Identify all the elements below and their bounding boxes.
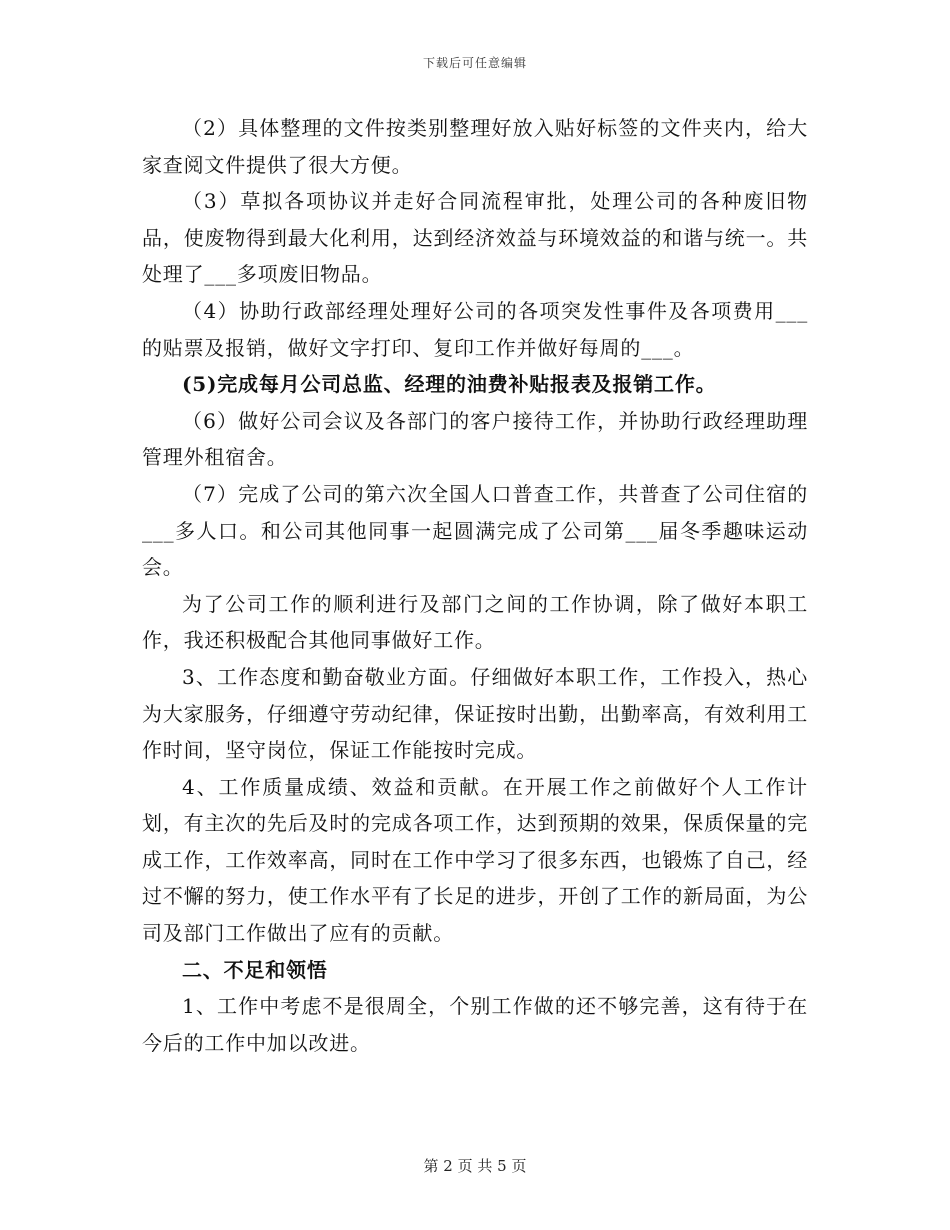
paragraph-item-4: （4）协助行政部经理处理好公司的各项突发性事件及各项费用___的贴票及报销，做好文字打印、复印工作并做好每周的___。 (142, 298, 808, 360)
paragraph-quality: 4、工作质量成绩、效益和贡献。在开展工作之前做好个人工作计划，有主次的先后及时的完成各项工作，达到预期的效果，保质保量的完成工作，工作效率高，同时在工作中学习了很多东西，也锻炼了自己，经过不懈的努力，使工作水平有了长足的进步，开创了工作的新局面，为公司及部门工作做出了应有的贡献。 (142, 774, 808, 946)
document-body (142, 110, 808, 1061)
paragraph-item-3: （3）草拟各项协议并走好合同流程审批，处理公司的各种废旧物品，使废物得到最大化利用，达到经济效益与环境效益的和谐与统一。共处理了___多项废旧物品。 (142, 189, 808, 287)
paragraph-attitude: 3、工作态度和勤奋敬业方面。仔细做好本职工作，工作投入，热心为大家服务，仔细遵守劳动纪律，保证按时出勤，出勤率高，有效利用工作时间，坚守岗位，保证工作能按时完成。 (142, 664, 808, 763)
page-number: 第 2 页 共 5 页 (423, 1157, 527, 1175)
paragraph-item-6: （6）做好公司会议及各部门的客户接待工作，并协助行政经理助理管理外租宿舍。 (142, 408, 808, 470)
page-header: 下载后可任意编辑 (422, 56, 527, 70)
paragraph-item-2: （2）具体整理的文件按类别整理好放入贴好标签的文件夹内，给大家查阅文件提供了很大方便。 (142, 116, 808, 177)
paragraph-shortcoming-1: 1、工作中考虑不是很周全，个别工作做的还不够完善，这有待于在今后的工作中加以改进。 (142, 994, 808, 1055)
paragraph-coordination: 为了公司工作的顺利进行及部门之间的工作协调，除了做好本职工作，我还积极配合其他同事做好工作。 (142, 591, 808, 653)
section-heading-shortcomings: 二、不足和领悟 (182, 957, 328, 982)
paragraph-item-5: (5)完成每月公司总监、经理的油费补贴报表及报销工作。 (182, 372, 717, 397)
paragraph-item-7: （7）完成了公司的第六次全国人口普查工作，共普查了公司住宿的___多人口。和公司其他同事一起圆满完成了公司第___届冬季趣味运动会。 (142, 481, 808, 580)
